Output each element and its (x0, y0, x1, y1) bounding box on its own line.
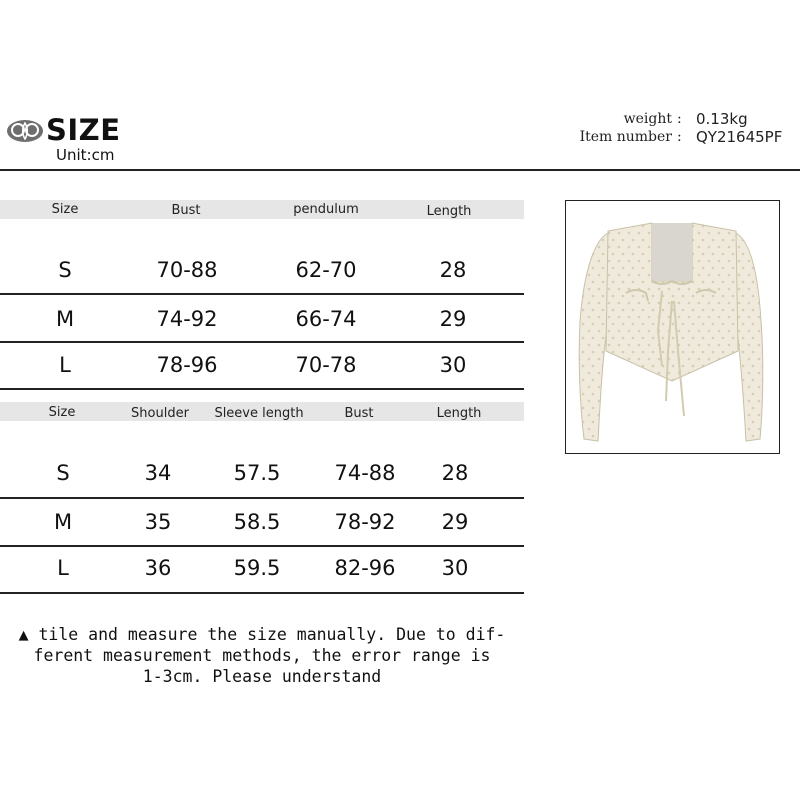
cardigan-illustration (566, 201, 778, 452)
column-header: Size (51, 202, 79, 217)
table-cell: 35 (144, 510, 172, 534)
weight-value: 0.13kg (696, 110, 748, 128)
table-cell: 29 (439, 307, 467, 331)
table-cell: M (55, 307, 75, 331)
unit-label: Unit:cm (56, 146, 115, 164)
column-header: Length (426, 204, 472, 219)
table-cell: 82-96 (334, 556, 396, 580)
table-cell: M (53, 510, 73, 534)
table-header-row (0, 402, 524, 421)
item-number-colon: : (677, 129, 682, 145)
column-header: pendulum (293, 202, 359, 217)
row-divider (0, 293, 524, 295)
column-header: Shoulder (131, 406, 189, 421)
table-cell: 74-88 (334, 461, 396, 485)
table-cell: 34 (144, 461, 172, 485)
row-divider (0, 592, 524, 594)
column-header: Sleeve length (214, 406, 304, 421)
table-cell: 28 (439, 258, 467, 282)
weight-label: weight (623, 111, 672, 127)
measurement-note (12, 624, 512, 687)
table-cell: 66-74 (295, 307, 357, 331)
weight-colon: : (677, 111, 682, 127)
table-cell: 74-92 (156, 307, 218, 331)
table-cell: S (56, 461, 70, 485)
row-divider (0, 341, 524, 343)
table-cell: 59.5 (233, 556, 281, 580)
table-cell: 78-92 (334, 510, 396, 534)
column-header: Size (48, 405, 76, 420)
header-divider (0, 169, 800, 171)
table-cell: 58.5 (233, 510, 281, 534)
column-header: Length (436, 406, 482, 421)
table-cell: L (59, 353, 71, 377)
item-number-label: Item number (579, 129, 672, 145)
column-header: Bust (344, 406, 374, 421)
table-cell: 36 (144, 556, 172, 580)
column-header: Bust (171, 203, 201, 218)
product-image (565, 200, 780, 454)
table-cell: 70-88 (156, 258, 218, 282)
size-title: SIZE (46, 113, 121, 147)
row-divider (0, 545, 524, 547)
table-cell: 78-96 (156, 353, 218, 377)
row-divider (0, 388, 524, 390)
table-cell: S (58, 258, 72, 282)
item-number-value: QY21645PF (696, 128, 783, 146)
table-cell: 30 (439, 353, 467, 377)
table-cell: L (57, 556, 69, 580)
table-cell: 30 (441, 556, 469, 580)
note-line: ferent measurement methods, the error range is (33, 646, 491, 665)
table-cell: 70-78 (295, 353, 357, 377)
table-cell: 57.5 (233, 461, 281, 485)
row-divider (0, 497, 524, 499)
table-cell: 62-70 (295, 258, 357, 282)
table-cell: 29 (441, 510, 469, 534)
note-line: ▲ tile and measure the size manually. Due to dif- (18, 625, 506, 644)
table-cell: 28 (441, 461, 469, 485)
table-header-row (0, 200, 524, 219)
note-line: 1-3cm. Please understand (142, 667, 382, 686)
brand-logo-icon (6, 118, 44, 144)
